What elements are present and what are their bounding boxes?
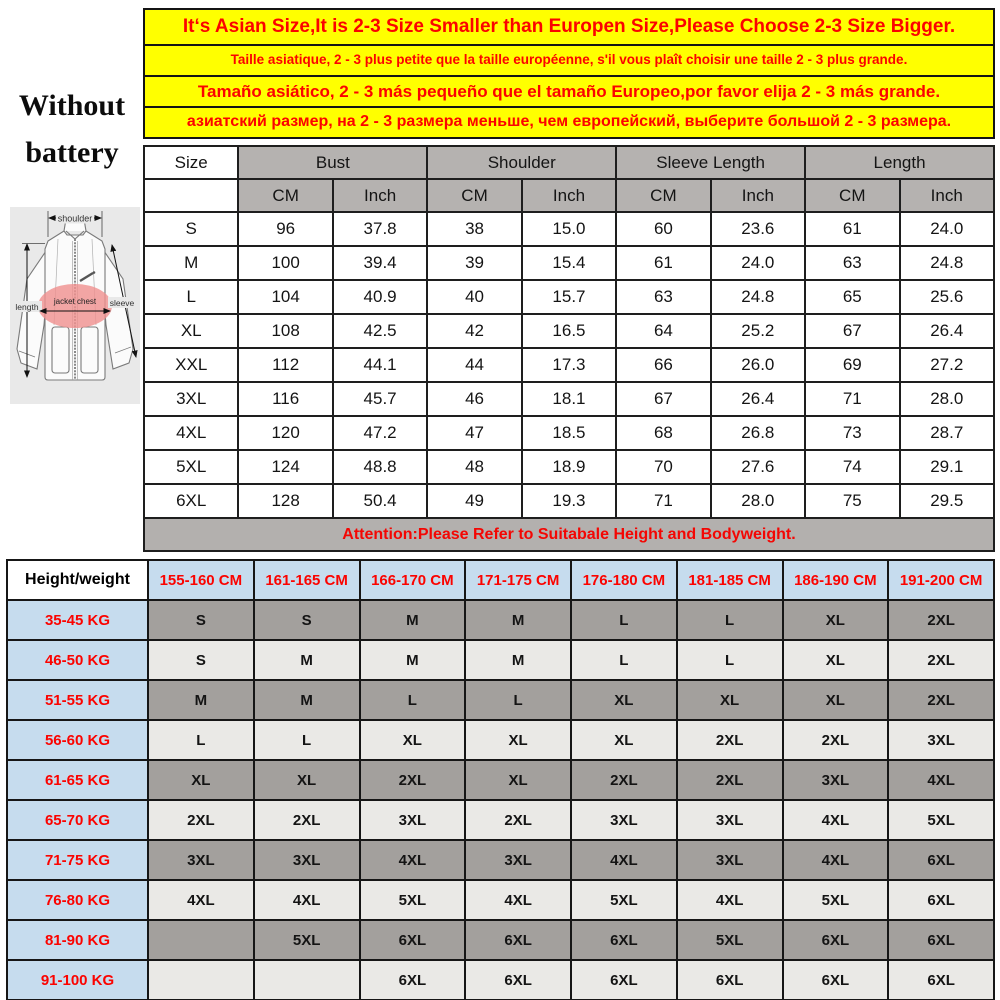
height-range-header: 161-165 CM bbox=[254, 560, 360, 600]
recommended-size-cell: 5XL bbox=[254, 920, 360, 960]
size-label-cell: L bbox=[144, 280, 238, 314]
measurement-cell: 15.7 bbox=[522, 280, 616, 314]
sleeve-label: sleeve bbox=[109, 298, 135, 308]
height-weight-table bbox=[6, 559, 995, 1000]
measurement-cell: 16.5 bbox=[522, 314, 616, 348]
measurement-cell: 24.8 bbox=[711, 280, 805, 314]
measurement-cell: 108 bbox=[238, 314, 332, 348]
recommended-size-cell: S bbox=[148, 600, 254, 640]
recommended-size-cell: M bbox=[465, 640, 571, 680]
measurement-cell: 47 bbox=[427, 416, 521, 450]
recommended-size-cell: 5XL bbox=[783, 880, 889, 920]
size-table-row bbox=[144, 280, 994, 314]
recommended-size-cell: 3XL bbox=[148, 840, 254, 880]
measurement-cell: 17.3 bbox=[522, 348, 616, 382]
measurement-cell: 61 bbox=[805, 212, 899, 246]
size-table-row bbox=[144, 212, 994, 246]
measurement-cell: 46 bbox=[427, 382, 521, 416]
measurement-cell: 42.5 bbox=[333, 314, 427, 348]
recommended-size-cell: 6XL bbox=[888, 840, 994, 880]
measurement-cell: 70 bbox=[616, 450, 710, 484]
weight-range-cell: 76-80 KG bbox=[7, 880, 148, 920]
measurement-cell: 67 bbox=[805, 314, 899, 348]
attention-text: Attention:Please Refer to Suitabale Height and Bodyweight. bbox=[144, 518, 994, 551]
unit-header-cell: CM bbox=[805, 179, 899, 212]
recommended-size-cell: 6XL bbox=[360, 960, 466, 1000]
recommended-size-cell: 4XL bbox=[360, 840, 466, 880]
measurement-cell: 100 bbox=[238, 246, 332, 280]
height-weight-corner-cell: Height/weight bbox=[7, 560, 148, 600]
measurement-cell: 120 bbox=[238, 416, 332, 450]
measurement-cell: 39 bbox=[427, 246, 521, 280]
measurement-cell: 24.0 bbox=[900, 212, 995, 246]
recommended-size-cell: L bbox=[571, 640, 677, 680]
size-table-row bbox=[144, 348, 994, 382]
recommended-size-cell: M bbox=[360, 600, 466, 640]
weight-range-cell: 46-50 KG bbox=[7, 640, 148, 680]
height-range-header: 186-190 CM bbox=[783, 560, 889, 600]
size-table-body bbox=[144, 212, 994, 518]
recommended-size-cell: 6XL bbox=[677, 960, 783, 1000]
measurement-cell: 128 bbox=[238, 484, 332, 518]
size-label-cell: 5XL bbox=[144, 450, 238, 484]
hw-table-row bbox=[7, 680, 994, 720]
recommended-size-cell: XL bbox=[148, 760, 254, 800]
recommended-size-cell: 2XL bbox=[571, 760, 677, 800]
recommended-size-cell: 6XL bbox=[783, 960, 889, 1000]
measurement-cell: 66 bbox=[616, 348, 710, 382]
recommended-size-cell: S bbox=[254, 600, 360, 640]
unit-header-blank-cell bbox=[144, 179, 238, 212]
recommended-size-cell: XL bbox=[465, 760, 571, 800]
recommended-size-cell: XL bbox=[677, 680, 783, 720]
weight-range-cell: 56-60 KG bbox=[7, 720, 148, 760]
jacket-diagram-svg bbox=[10, 207, 140, 404]
measurement-cell: 71 bbox=[616, 484, 710, 518]
size-table-row bbox=[144, 484, 994, 518]
recommended-size-cell: XL bbox=[783, 600, 889, 640]
recommended-size-cell: 5XL bbox=[677, 920, 783, 960]
measurement-cell: 48 bbox=[427, 450, 521, 484]
recommended-size-cell: 3XL bbox=[888, 720, 994, 760]
recommended-size-cell: L bbox=[571, 600, 677, 640]
measurement-cell: 15.4 bbox=[522, 246, 616, 280]
recommended-size-cell: 2XL bbox=[677, 720, 783, 760]
measurement-cell: 116 bbox=[238, 382, 332, 416]
hw-table-row bbox=[7, 720, 994, 760]
recommended-size-cell: L bbox=[360, 680, 466, 720]
recommended-size-cell: 4XL bbox=[148, 880, 254, 920]
recommended-size-cell: 2XL bbox=[254, 800, 360, 840]
recommended-size-cell: M bbox=[254, 640, 360, 680]
recommended-size-cell: 4XL bbox=[783, 800, 889, 840]
measurement-cell: 124 bbox=[238, 450, 332, 484]
measurement-cell: 45.7 bbox=[333, 382, 427, 416]
recommended-size-cell bbox=[254, 960, 360, 1000]
unit-header-cell: CM bbox=[616, 179, 710, 212]
hw-table-row bbox=[7, 600, 994, 640]
recommended-size-cell: XL bbox=[254, 760, 360, 800]
recommended-size-cell bbox=[148, 960, 254, 1000]
side-note-line2: battery bbox=[25, 136, 119, 169]
recommended-size-cell: 4XL bbox=[888, 760, 994, 800]
recommended-size-cell: 6XL bbox=[465, 960, 571, 1000]
recommended-size-cell: 4XL bbox=[465, 880, 571, 920]
measurement-cell: 42 bbox=[427, 314, 521, 348]
recommended-size-cell: 6XL bbox=[571, 960, 677, 1000]
size-table bbox=[143, 145, 995, 552]
height-range-header: 155-160 CM bbox=[148, 560, 254, 600]
recommended-size-cell: 2XL bbox=[888, 680, 994, 720]
measurement-cell: 27.6 bbox=[711, 450, 805, 484]
measurement-cell: 28.0 bbox=[711, 484, 805, 518]
weight-range-cell: 61-65 KG bbox=[7, 760, 148, 800]
recommended-size-cell: 5XL bbox=[360, 880, 466, 920]
size-table-row bbox=[144, 314, 994, 348]
shoulder-column-header: Shoulder bbox=[427, 146, 616, 179]
recommended-size-cell: L bbox=[677, 640, 783, 680]
recommended-size-cell: L bbox=[465, 680, 571, 720]
measurement-cell: 25.2 bbox=[711, 314, 805, 348]
recommended-size-cell: M bbox=[254, 680, 360, 720]
unit-header-cell: Inch bbox=[900, 179, 995, 212]
hw-table-row bbox=[7, 840, 994, 880]
recommended-size-cell: XL bbox=[571, 720, 677, 760]
weight-range-cell: 91-100 KG bbox=[7, 960, 148, 1000]
measurement-cell: 28.0 bbox=[900, 382, 995, 416]
measurement-cell: 18.1 bbox=[522, 382, 616, 416]
recommended-size-cell: 2XL bbox=[148, 800, 254, 840]
size-label-cell: 4XL bbox=[144, 416, 238, 450]
size-label-cell: 6XL bbox=[144, 484, 238, 518]
unit-header-cell: Inch bbox=[522, 179, 616, 212]
recommended-size-cell: L bbox=[677, 600, 783, 640]
size-label-cell: XL bbox=[144, 314, 238, 348]
measurement-cell: 40 bbox=[427, 280, 521, 314]
size-table-unit-header-row bbox=[144, 179, 994, 212]
hw-table-body bbox=[7, 600, 994, 1000]
recommended-size-cell: L bbox=[254, 720, 360, 760]
recommended-size-cell: 5XL bbox=[888, 800, 994, 840]
measurement-cell: 24.0 bbox=[711, 246, 805, 280]
measurement-cell: 63 bbox=[616, 280, 710, 314]
jacket-chest-label: jacket chest bbox=[53, 297, 97, 306]
hw-table-row bbox=[7, 640, 994, 680]
measurement-cell: 69 bbox=[805, 348, 899, 382]
length-column-header: Length bbox=[805, 146, 994, 179]
recommended-size-cell: 5XL bbox=[571, 880, 677, 920]
recommended-size-cell: 3XL bbox=[465, 840, 571, 880]
measurement-cell: 44.1 bbox=[333, 348, 427, 382]
banner-russian: азиатский размер, на 2 - 3 размера меньше, чем европейский, выберите большой 2 - 3 размера. bbox=[145, 106, 993, 137]
size-table-row bbox=[144, 246, 994, 280]
height-range-header: 191-200 CM bbox=[888, 560, 994, 600]
recommended-size-cell: S bbox=[148, 640, 254, 680]
measurement-cell: 38 bbox=[427, 212, 521, 246]
recommended-size-cell: 2XL bbox=[888, 640, 994, 680]
banner-english: It‘s Asian Size,It is 2-3 Size Smaller than Europen Size,Please Choose 2-3 Size Bigger. bbox=[145, 10, 993, 44]
weight-range-cell: 81-90 KG bbox=[7, 920, 148, 960]
recommended-size-cell: L bbox=[148, 720, 254, 760]
recommended-size-cell: 2XL bbox=[360, 760, 466, 800]
measurement-cell: 64 bbox=[616, 314, 710, 348]
weight-range-cell: 71-75 KG bbox=[7, 840, 148, 880]
measurement-cell: 75 bbox=[805, 484, 899, 518]
measurement-cell: 29.1 bbox=[900, 450, 995, 484]
jacket-measurement-diagram bbox=[10, 207, 140, 404]
recommended-size-cell: 3XL bbox=[571, 800, 677, 840]
recommended-size-cell: 4XL bbox=[783, 840, 889, 880]
size-label-cell: S bbox=[144, 212, 238, 246]
measurement-cell: 44 bbox=[427, 348, 521, 382]
measurement-cell: 68 bbox=[616, 416, 710, 450]
measurement-cell: 67 bbox=[616, 382, 710, 416]
recommended-size-cell: 3XL bbox=[677, 800, 783, 840]
unit-header-cell: Inch bbox=[711, 179, 805, 212]
recommended-size-cell: 4XL bbox=[571, 840, 677, 880]
measurement-cell: 47.2 bbox=[333, 416, 427, 450]
recommended-size-cell: 6XL bbox=[360, 920, 466, 960]
recommended-size-cell: M bbox=[148, 680, 254, 720]
unit-header-cell: CM bbox=[238, 179, 332, 212]
hw-table-row bbox=[7, 920, 994, 960]
height-range-header: 166-170 CM bbox=[360, 560, 466, 600]
recommended-size-cell: 6XL bbox=[465, 920, 571, 960]
recommended-size-cell: 3XL bbox=[677, 840, 783, 880]
chest-highlight-ellipse bbox=[38, 284, 112, 328]
recommended-size-cell: 2XL bbox=[465, 800, 571, 840]
recommended-size-cell: 3XL bbox=[783, 760, 889, 800]
size-table-row bbox=[144, 382, 994, 416]
measurement-cell: 18.9 bbox=[522, 450, 616, 484]
measurement-cell: 74 bbox=[805, 450, 899, 484]
measurement-cell: 112 bbox=[238, 348, 332, 382]
recommended-size-cell: 4XL bbox=[254, 880, 360, 920]
measurement-cell: 63 bbox=[805, 246, 899, 280]
measurement-cell: 104 bbox=[238, 280, 332, 314]
measurement-cell: 18.5 bbox=[522, 416, 616, 450]
measurement-cell: 19.3 bbox=[522, 484, 616, 518]
recommended-size-cell: 2XL bbox=[677, 760, 783, 800]
measurement-cell: 26.8 bbox=[711, 416, 805, 450]
hw-table-row bbox=[7, 800, 994, 840]
recommended-size-cell: XL bbox=[360, 720, 466, 760]
recommended-size-cell: XL bbox=[571, 680, 677, 720]
measurement-cell: 40.9 bbox=[333, 280, 427, 314]
recommended-size-cell: 2XL bbox=[888, 600, 994, 640]
recommended-size-cell: XL bbox=[783, 640, 889, 680]
banner-spanish: Tamaño asiático, 2 - 3 más pequeño que el tamaño Europeo,por favor elija 2 - 3 más grande. bbox=[145, 75, 993, 106]
recommended-size-cell: 6XL bbox=[888, 880, 994, 920]
measurement-cell: 65 bbox=[805, 280, 899, 314]
size-label-cell: XXL bbox=[144, 348, 238, 382]
recommended-size-cell: XL bbox=[465, 720, 571, 760]
measurement-cell: 37.8 bbox=[333, 212, 427, 246]
length-label: length bbox=[15, 302, 39, 312]
height-header-row bbox=[7, 560, 994, 600]
shoulder-label: shoulder bbox=[57, 213, 93, 224]
measurement-cell: 15.0 bbox=[522, 212, 616, 246]
measurement-cell: 24.8 bbox=[900, 246, 995, 280]
weight-range-cell: 65-70 KG bbox=[7, 800, 148, 840]
sleeve-length-column-header: Sleeve Length bbox=[616, 146, 805, 179]
size-label-cell: M bbox=[144, 246, 238, 280]
recommended-size-cell: 2XL bbox=[783, 720, 889, 760]
weight-range-cell: 35-45 KG bbox=[7, 600, 148, 640]
size-table-row bbox=[144, 450, 994, 484]
unit-header-cell: Inch bbox=[333, 179, 427, 212]
measurement-cell: 73 bbox=[805, 416, 899, 450]
attention-row bbox=[144, 518, 994, 551]
height-range-header: 171-175 CM bbox=[465, 560, 571, 600]
recommended-size-cell: 6XL bbox=[888, 960, 994, 1000]
recommended-size-cell: 4XL bbox=[677, 880, 783, 920]
measurement-cell: 61 bbox=[616, 246, 710, 280]
weight-range-cell: 51-55 KG bbox=[7, 680, 148, 720]
measurement-cell: 96 bbox=[238, 212, 332, 246]
measurement-cell: 29.5 bbox=[900, 484, 995, 518]
hw-table-row bbox=[7, 760, 994, 800]
recommended-size-cell: 3XL bbox=[360, 800, 466, 840]
measurement-cell: 25.6 bbox=[900, 280, 995, 314]
measurement-cell: 39.4 bbox=[333, 246, 427, 280]
measurement-cell: 28.7 bbox=[900, 416, 995, 450]
height-range-header: 181-185 CM bbox=[677, 560, 783, 600]
measurement-cell: 60 bbox=[616, 212, 710, 246]
recommended-size-cell: 6XL bbox=[571, 920, 677, 960]
size-column-header: Size bbox=[144, 146, 238, 179]
recommended-size-cell: XL bbox=[783, 680, 889, 720]
banner-french: Taille asiatique, 2 - 3 plus petite que la taille européenne, s'il vous plaît choisir une taille 2 - 3 plus grande. bbox=[145, 44, 993, 75]
measurement-cell: 26.4 bbox=[900, 314, 995, 348]
size-table-group-header-row bbox=[144, 146, 994, 179]
measurement-cell: 48.8 bbox=[333, 450, 427, 484]
measurement-cell: 26.0 bbox=[711, 348, 805, 382]
recommended-size-cell: M bbox=[465, 600, 571, 640]
measurement-cell: 50.4 bbox=[333, 484, 427, 518]
bust-column-header: Bust bbox=[238, 146, 427, 179]
recommended-size-cell: 6XL bbox=[888, 920, 994, 960]
hw-table-row bbox=[7, 960, 994, 1000]
recommended-size-cell bbox=[148, 920, 254, 960]
measurement-cell: 26.4 bbox=[711, 382, 805, 416]
size-table-row bbox=[144, 416, 994, 450]
measurement-cell: 71 bbox=[805, 382, 899, 416]
unit-header-cell: CM bbox=[427, 179, 521, 212]
recommended-size-cell: M bbox=[360, 640, 466, 680]
measurement-cell: 23.6 bbox=[711, 212, 805, 246]
measurement-cell: 27.2 bbox=[900, 348, 995, 382]
banner-list bbox=[143, 8, 995, 139]
hw-table-row bbox=[7, 880, 994, 920]
size-label-cell: 3XL bbox=[144, 382, 238, 416]
measurement-cell: 49 bbox=[427, 484, 521, 518]
height-range-header: 176-180 CM bbox=[571, 560, 677, 600]
recommended-size-cell: 6XL bbox=[783, 920, 889, 960]
side-note-without-battery bbox=[2, 82, 142, 176]
side-note-line1: Without bbox=[18, 89, 126, 122]
recommended-size-cell: 3XL bbox=[254, 840, 360, 880]
